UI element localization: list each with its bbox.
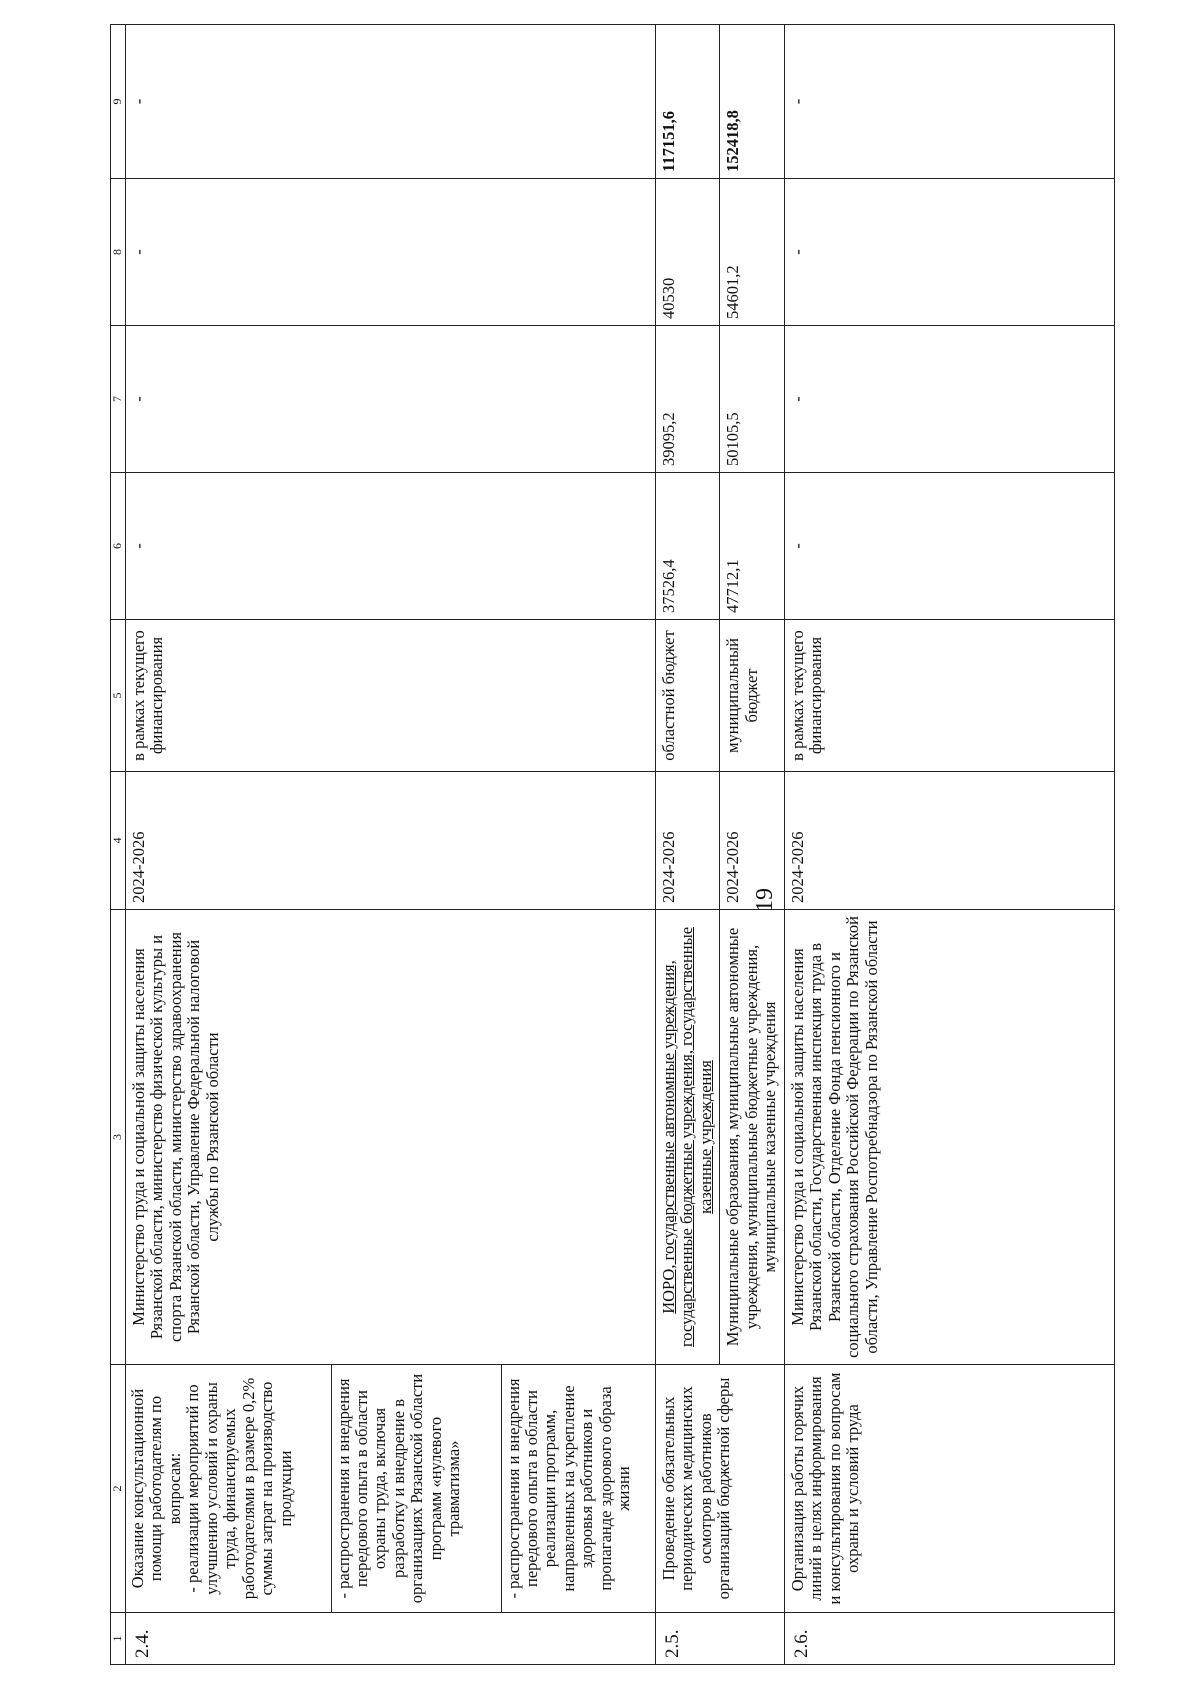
column-number: 1 — [111, 1613, 126, 1665]
row-description-cell — [126, 1365, 656, 1613]
value-col-9: 152418,8 — [720, 25, 784, 179]
row-number: 2.5. — [656, 1613, 785, 1665]
value-col-6: 37526,4 — [656, 473, 720, 620]
period: 2024-2026 — [126, 772, 656, 910]
executors: ИОРО, государственные автономные учреждения, государственные бюджетные учреждения, государственные казенные учреждения — [656, 910, 720, 1365]
column-number: 6 — [111, 473, 126, 620]
value-col-8: 40530 — [656, 179, 720, 326]
value-col-6: - — [784, 473, 1114, 620]
executors: Министерство труда и социальной защиты населения Рязанской области, Государственная инспекция труда в Рязанской области, Отделение Фонда пенсионного и социального страхования Российской Федерации по Рязанской области, Управление Роспотребнадзора по Рязанской области — [784, 910, 1114, 1365]
value-col-9: - — [126, 25, 656, 179]
funding-source: областной бюджет — [656, 620, 720, 772]
executors: Министерство труда и социальной защиты населения Рязанской области, министерство физической культуры и спорта Рязанской области, министерство здравоохранения Рязанской области, Управление Федеральной налоговой службы по Рязанской области — [126, 910, 656, 1365]
value-col-7: 50105,5 — [720, 326, 784, 473]
executors: Муниципальные образования, муниципальные автономные учреждения, муниципальные бюджетные учреждения, муниципальные казенные учреждения — [720, 910, 784, 1365]
value-col-8: - — [126, 179, 656, 326]
column-number: 2 — [111, 1365, 126, 1613]
row-description: Проведение обязательных периодических медицинских осмотров работников организаций бюджетной сферы — [656, 1365, 785, 1613]
period: 2024-2026 — [720, 772, 784, 910]
column-number: 3 — [111, 910, 126, 1365]
value-col-8: - — [784, 179, 1114, 326]
table-row-2-6 — [784, 25, 1114, 1665]
value-col-6: 47712,1 — [720, 473, 784, 620]
funding-source: в рамках текущего финансирования — [784, 620, 1114, 772]
value-col-7: 39095,2 — [656, 326, 720, 473]
value-col-8: 54601,2 — [720, 179, 784, 326]
column-number: 5 — [111, 620, 126, 772]
value-col-9: 117151,6 — [656, 25, 720, 179]
row-number: 2.4. — [126, 1613, 656, 1665]
value-col-6: - — [126, 473, 656, 620]
measures-table — [110, 24, 1115, 1665]
table-row-2-5-a — [656, 25, 720, 1665]
page-number: 19 — [752, 888, 778, 912]
funding-source: в рамках текущего финансирования — [126, 620, 656, 772]
value-col-7: - — [126, 326, 656, 473]
document-table-container — [110, 25, 1115, 1665]
column-number: 4 — [111, 772, 126, 910]
row-description-sub: - распространения и внедрения передового опыта в области реализации программ, направленных на укрепление здоровья работников и пропаганде здорового образа жизни — [501, 1365, 655, 1612]
row-description: Организация работы горячих линий в целях информирования и консультирования по вопросам охраны и условий труда — [784, 1365, 1114, 1613]
row-description-sub: - распространения и внедрения передового опыта в области охраны труда, включая разработку и внедрение в организациях Рязанской области программ «нулевого травматизма» — [331, 1365, 501, 1612]
value-col-9: - — [784, 25, 1114, 179]
period: 2024-2026 — [784, 772, 1114, 910]
column-number: 8 — [111, 179, 126, 326]
funding-source: муниципальный бюджет — [720, 620, 784, 772]
row-number: 2.6. — [784, 1613, 1114, 1665]
column-number: 7 — [111, 326, 126, 473]
column-numbers-row — [111, 25, 126, 1665]
row-description: Оказание консультационной помощи работодателям по вопросам: - реализации мероприятий по улучшению условий и охраны труда, финансируемых работодателями в размере 0,2% суммы затрат на производство продукции — [128, 1377, 295, 1600]
period: 2024-2026 — [656, 772, 720, 910]
value-col-7: - — [784, 326, 1114, 473]
table-row-2-4 — [126, 25, 656, 1665]
column-number: 9 — [111, 25, 126, 179]
